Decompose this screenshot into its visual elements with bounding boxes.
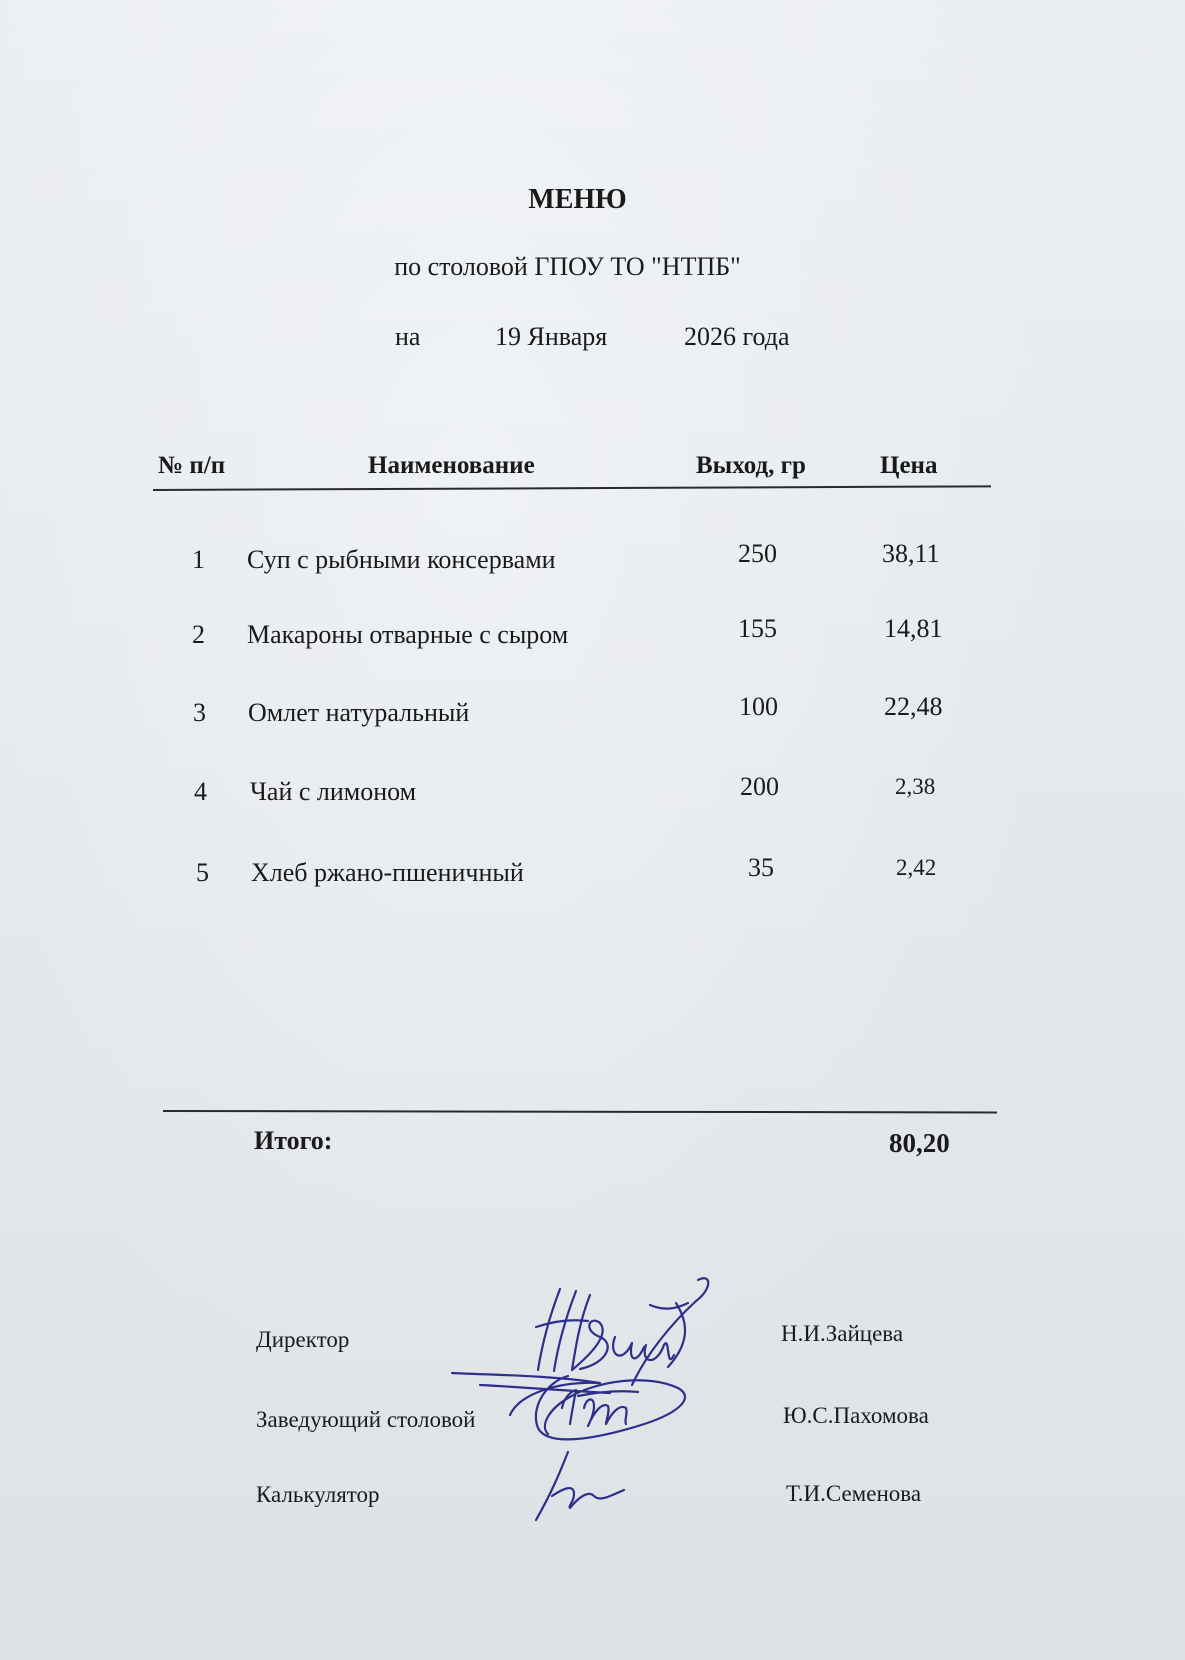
total-value: 80,20 (889, 1128, 950, 1158)
row-yield: 200 (740, 772, 779, 801)
row-price: 38,11 (882, 539, 940, 568)
row-name: Суп с рыбными консервами (247, 545, 556, 574)
row-yield: 35 (748, 853, 774, 882)
signer-role: Директор (256, 1327, 350, 1352)
document-subtitle: по столовой ГПОУ ТО "НТПБ" (394, 252, 741, 281)
row-name: Омлет натуральный (248, 698, 470, 727)
row-yield: 155 (738, 614, 777, 643)
row-number: 1 (192, 545, 205, 574)
row-yield: 250 (738, 539, 777, 568)
row-number: 5 (196, 858, 209, 887)
total-label: Итого: (254, 1126, 333, 1155)
date-prefix: на (395, 322, 421, 351)
signer-name: Ю.С.Пахомова (783, 1403, 929, 1428)
signer-name: Н.И.Зайцева (781, 1321, 904, 1346)
date-day-month: 19 Января (495, 322, 608, 351)
signer-role: Калькулятор (256, 1482, 380, 1507)
document-title: МЕНЮ (528, 184, 627, 215)
row-number: 4 (194, 777, 207, 806)
header-price: Цена (880, 452, 938, 479)
header-name: Наименование (368, 452, 535, 479)
row-yield: 100 (739, 692, 778, 721)
total-divider (163, 1110, 997, 1113)
header-divider (153, 485, 991, 491)
row-price: 2,42 (896, 855, 937, 880)
row-name: Хлеб ржано-пшеничный (251, 858, 524, 887)
header-number: № п/п (158, 452, 226, 479)
row-price: 2,38 (895, 774, 936, 799)
row-price: 22,48 (884, 692, 943, 721)
signer-name: Т.И.Семенова (786, 1481, 922, 1506)
row-number: 3 (193, 698, 206, 727)
signer-role: Заведующий столовой (256, 1407, 476, 1432)
row-name: Чай с лимоном (250, 777, 417, 806)
row-price: 14,81 (884, 614, 943, 643)
row-name: Макароны отварные с сыром (247, 620, 569, 649)
canteen-head-signature (528, 1368, 698, 1448)
header-yield: Выход, гр (696, 452, 806, 479)
calculator-signature (530, 1448, 630, 1528)
date-year: 2026 года (684, 322, 790, 351)
row-number: 2 (192, 620, 205, 649)
